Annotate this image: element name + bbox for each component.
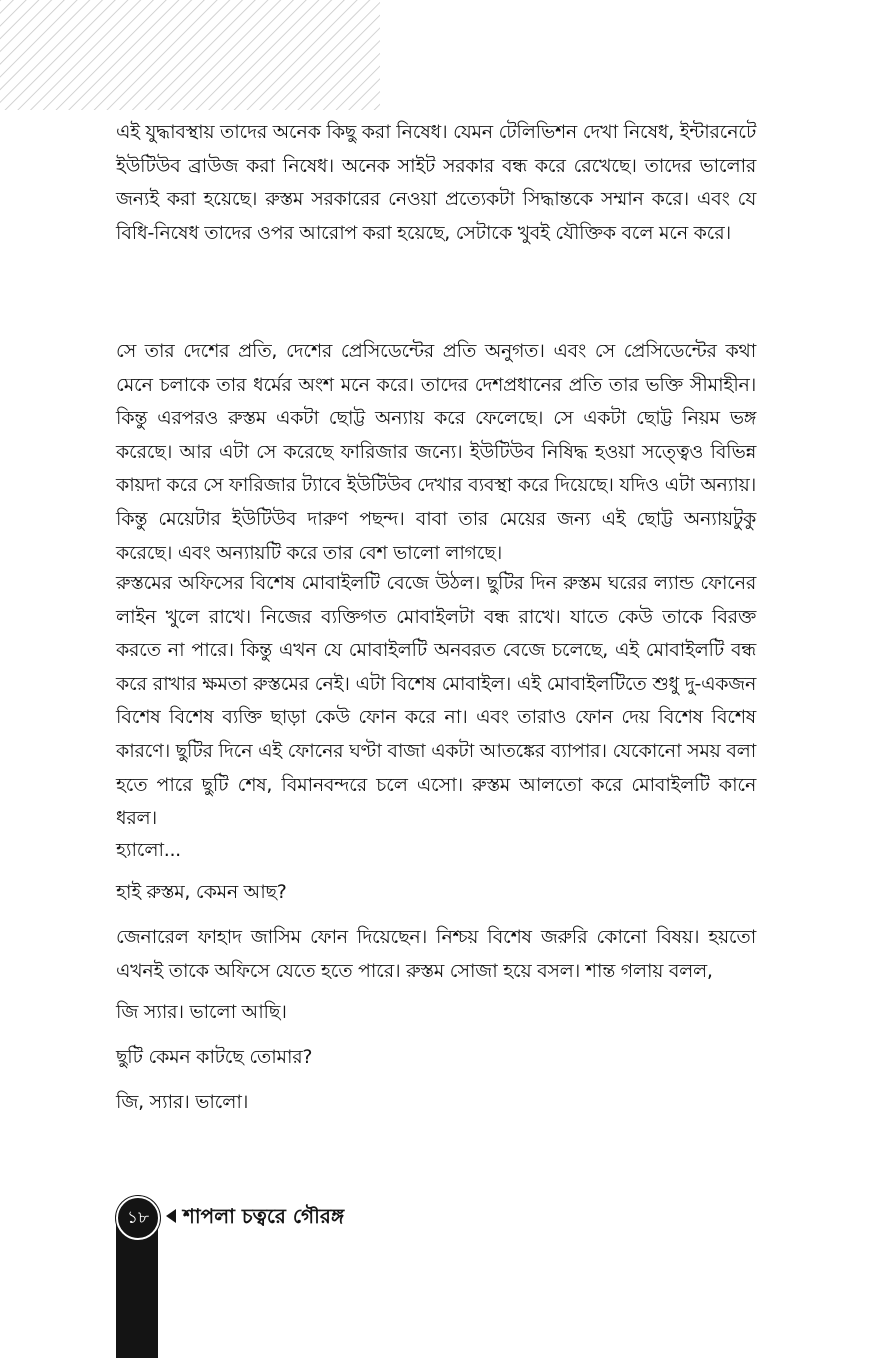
body-paragraph: জেনারেল ফাহাদ জাসিম ফোন দিয়েছেন। নিশ্চয় বিশেষ জরুরি কোনো বিষয়। হয়তো এখনই তাকে অফিসে যেতে হতে পারে। রুস্তম সোজা হয়ে বসল। শান্ত গলায় বলল, <box>116 926 756 982</box>
body-paragraph: এই যুদ্ধাবস্থায় তাদের অনেক কিছু করা নিষেধ। যেমন টেলিভিশন দেখা নিষেধ, ইন্টারনেটে ইউটিউব ব্রাউজ করা নিষেধ। অনেক সাইট সরকার বন্ধ করে রেখেছে। তাদের ভালোর জন্যই করা হয়েছে। রুস্তম সরকারের নেওয়া প্রত্যেকটা সিদ্ধান্তকে সম্মান করে। এবং যে বিধি-নিষেধ তাদের ওপর আরোপ করা হয়েছে, সেটাকে খুবই যৌক্তিক বলে মনে করে। <box>116 121 756 244</box>
hatched-corner-decoration <box>0 0 380 110</box>
dialogue-line: ছুটি কেমন কাটছে তোমার? <box>116 1046 313 1068</box>
dialogue-line: হাই রুস্তম, কেমন আছ? <box>116 881 287 903</box>
dialogue-line: জি, স্যার। ভালো। <box>116 1091 249 1113</box>
left-arrow-icon <box>166 1209 176 1223</box>
dialogue-line: হ্যালো... <box>116 839 181 861</box>
running-title: শাপলা চত্বরে গৌরঙ্গ <box>183 1204 345 1228</box>
dialogue-line: জি স্যার। ভালো আছি। <box>116 1001 287 1023</box>
body-paragraph: সে তার দেশের প্রতি, দেশের প্রেসিডেন্টের প্রতি অনুগত। এবং সে প্রেসিডেন্টের কথা মেনে চলাকে তার ধর্মের অংশ মনে করে। তাদের দেশপ্রধানের প্রতি তার ভক্তি সীমাহীন। কিন্তু এরপরও রুস্তম একটা ছোট্ট অন্যায় করে ফেলেছে। সে একটা ছোট্ট নিয়ম ভঙ্গ করেছে। আর এটা সে করেছে ফারিজার জন্যে। ইউটিউব নিষিদ্ধ হওয়া সত্ত্বেও বিভিন্ন কায়দা করে সে ফারিজার ট্যাবে ইউটিউব দেখার ব্যবস্থা করে দিয়েছে। যদিও এটা অন্যায়। কিন্তু মেয়েটার ইউটিউব দারুণ পছন্দ। বাবা তার মেয়ের জন্য এই ছোট্ট অন্যায়টুকু করেছে। এবং অন্যায়টি করে তার বেশ ভালো লাগছে। <box>116 340 756 564</box>
body-paragraph: রুস্তমের অফিসের বিশেষ মোবাইলটি বেজে উঠল। ছুটির দিন রুস্তম ঘরের ল্যান্ড ফোনের লাইন খুলে রাখে। নিজের ব্যক্তিগত মোবাইলটা বন্ধ রাখে। যাতে কেউ তাকে বিরক্ত করতে না পারে। কিন্তু এখন যে মোবাইলটি অনবরত বেজে চলেছে, এই মোবাইলটি বন্ধ করে রাখার ক্ষমতা রুস্তমের নেই। এটা বিশেষ মোবাইল। এই মোবাইলটিতে শুধু দু-একজন বিশেষ বিশেষ ব্যক্তি ছাড়া কেউ ফোন করে না। এবং তারাও ফোন দেয় বিশেষ বিশেষ কারণে। ছুটির দিনে এই ফোনের ঘণ্টা বাজা একটা আতঙ্কের ব্যাপার। যেকোনো সময় বলা হতে পারে ছুটি শেষ, বিমানবন্দরে চলে এসো। রুস্তম আলতো করে মোবাইলটি কানে ধরল। <box>116 572 756 830</box>
page-number: ১৮ <box>116 1196 160 1240</box>
